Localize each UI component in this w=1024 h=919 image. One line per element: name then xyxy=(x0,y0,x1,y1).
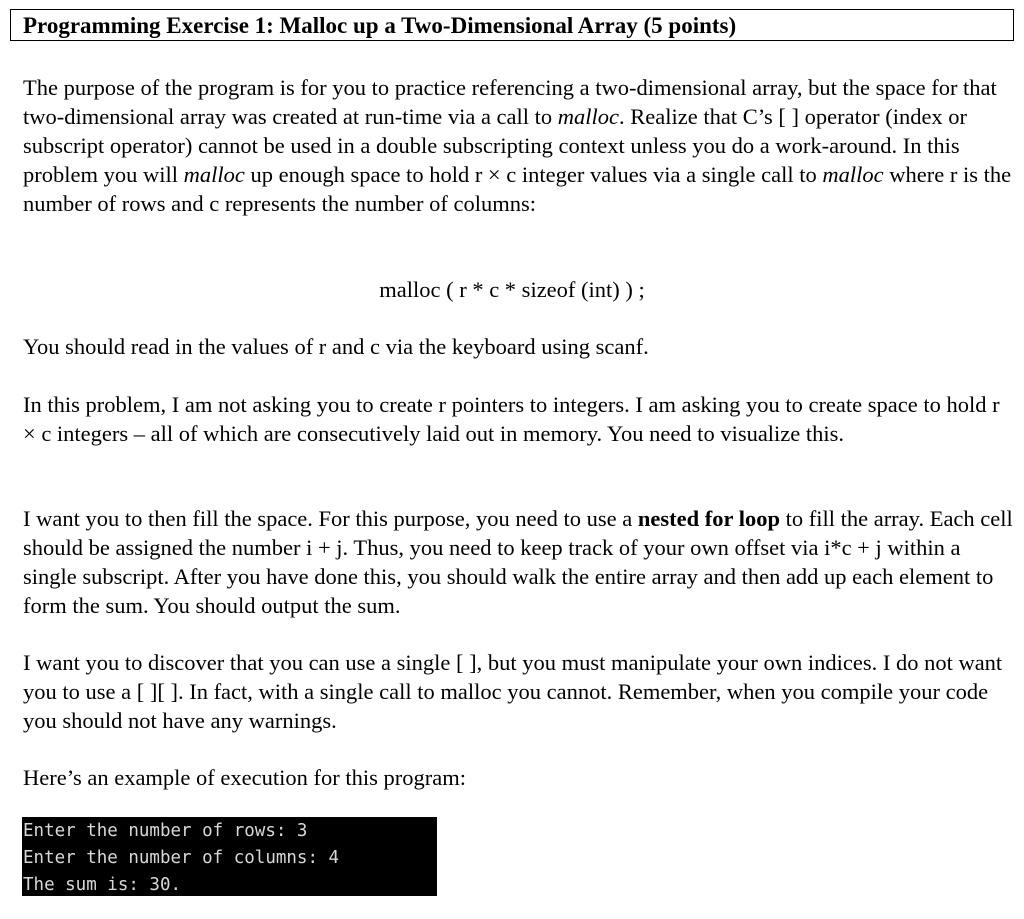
fill-paragraph xyxy=(23,504,1019,620)
malloc-formula-text: malloc ( r * c * sizeof (int) ) ; xyxy=(379,277,645,302)
example-intro: Here’s an example of execution for this program: xyxy=(23,765,466,790)
malloc-term-1: malloc xyxy=(557,104,620,129)
layout-paragraph: In this problem, I am not asking you to create r pointers to integers. I am asking you to create space to hold r × c integers – all of which are consecutively laid out in memory. You need to visualize this. xyxy=(23,392,1006,446)
scanf-paragraph: You should read in the values of r and c via the keyboard using scanf. xyxy=(23,334,649,359)
purpose-text-c: up enough space to hold r × c integer values via a single call to xyxy=(244,162,823,187)
malloc-formula xyxy=(0,275,1024,304)
terminal-line-sum: The sum is: 30. xyxy=(23,875,182,895)
purpose-text-a: The purpose of the program is for you to practice referencing a two-dimensional array, but the space for that two-dimensional array was created at run-time via a call to xyxy=(23,75,1003,129)
terminal-line-columns: Enter the number of columns: 4 xyxy=(23,848,340,868)
exercise-title-box xyxy=(10,9,1014,41)
terminal-line-rows: Enter the number of rows: 3 xyxy=(23,821,308,841)
fill-text-a: I want you to then fill the space. For this purpose, you need to use a xyxy=(23,506,638,531)
fill-text-b: to fill the array. Each cell should be assigned the number i + j. Thus, you need to keep track of your own offset via i*c + j within a single subscript. After you have done this, you should walk the entire array and then add up each element to form the sum. You should output the sum. xyxy=(23,506,1019,618)
nested-for-loop-term: nested for loop xyxy=(637,506,780,531)
malloc-term-2: malloc xyxy=(183,162,245,187)
malloc-term-3: malloc xyxy=(822,162,884,187)
exercise-title: Programming Exercise 1: Malloc up a Two-Dimensional Array (5 points) xyxy=(23,13,737,38)
purpose-paragraph xyxy=(23,73,1017,218)
purpose-text-b: . Realize that C’s [ ] operator (index or subscript operator) cannot be used in a double subscripting context unless you do a work-around. In this problem you will xyxy=(23,104,973,187)
purpose-text-d: where r is the number of rows and c represents the number of columns: xyxy=(23,162,1017,216)
terminal-output xyxy=(22,817,437,896)
indices-paragraph: I want you to discover that you can use a single [ ], but you must manipulate your own indices. I do not want you to use a [ ][ ]. In fact, with a single call to malloc you cannot. Remember, when you compile your code you should not have any warnings. xyxy=(23,650,1008,733)
